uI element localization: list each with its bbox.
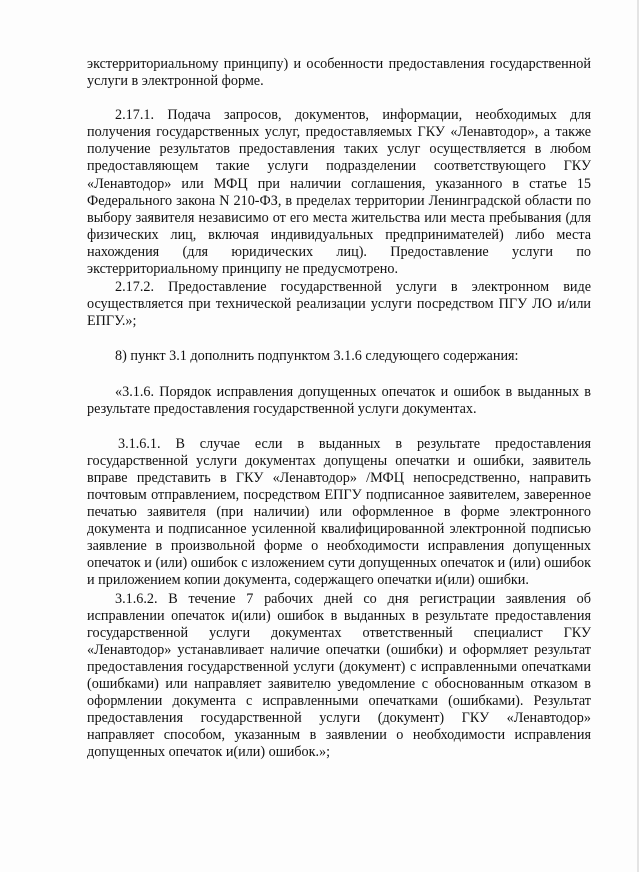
paragraph-continuation: экстерриториальному принципу) и особенности предоставления государственной услуги в электронной форме.	[87, 56, 591, 90]
paragraph-3-1-6-1: 3.1.6.1. В случае если в выданных в результате предоставления государственной услуги документах допущены опечатки и ошибки, заявитель вправе представить в ГКУ «Ленавтодор» /МФЦ непосредственно, направить почтовым отправлением, посредством ЕПГУ подписанное заявителем, заверенное печатью заявителя (при наличии) или оформленное в форме электронного документа и подписанное усиленной квалифицированной электронной подписью заявление в произвольной форме о необходимости исправления допущенных опечаток и (или) ошибок с изложением сути допущенных опечаток и (или) ошибок и приложением копии документа, содержащего опечатки и(или) ошибки.	[87, 435, 591, 589]
paragraph-3-1-6-2: 3.1.6.2. В течение 7 рабочих дней со дня регистрации заявления об исправлении опечаток и(или) ошибок в выданных в результате предоставления государственной услуги документах ответственный специалист ГКУ «Ленавтодор» устанавливает наличие опечатки (ошибки) и оформляет результат предоставления государственной услуги (документ) с исправленными опечатками (ошибками) или направляет заявителю уведомление с обоснованным отказом в оформлении документа с исправленными опечатками (ошибками). Результат предоставления государственной услуги (документ) ГКУ «Ленавтодор» направляет способом, указанным в заявлении о необходимости исправления допущенных опечаток и(или) ошибок.»;	[87, 590, 591, 761]
paragraph-item-8: 8) пункт 3.1 дополнить подпунктом 3.1.6 следующего содержания:	[115, 348, 519, 365]
paragraph-2-17-2: 2.17.2. Предоставление государственной услуги в электронном виде осуществляется при технической реализации услуги посредством ПГУ ЛО и/или ЕПГУ.»;	[87, 279, 591, 330]
document-body	[87, 56, 591, 761]
paragraph-3-1-6: «3.1.6. Порядок исправления допущенных опечаток и ошибок в выданных в результате предоставления государственной услуги документах.	[87, 383, 591, 417]
paragraph-2-17-1: 2.17.1. Подача запросов, документов, информации, необходимых для получения государственных услуг, предоставляемых ГКУ «Ленавтодор», а также получение результатов предоставления таких услуг осуществляется в любом предоставляющем такие услуги подразделении соответствующего ГКУ «Ленавтодор» или МФЦ при наличии соглашения, указанного в статье 15 Федерального закона N 210-ФЗ, в пределах территории Ленинградской области по выбору заявителя независимо от его места жительства или места пребывания (для физических лиц, включая индивидуальных предпринимателей) либо места нахождения (для юридических лиц). Предоставление услуги по экстерриториальному принципу не предусмотрено.	[87, 107, 591, 278]
